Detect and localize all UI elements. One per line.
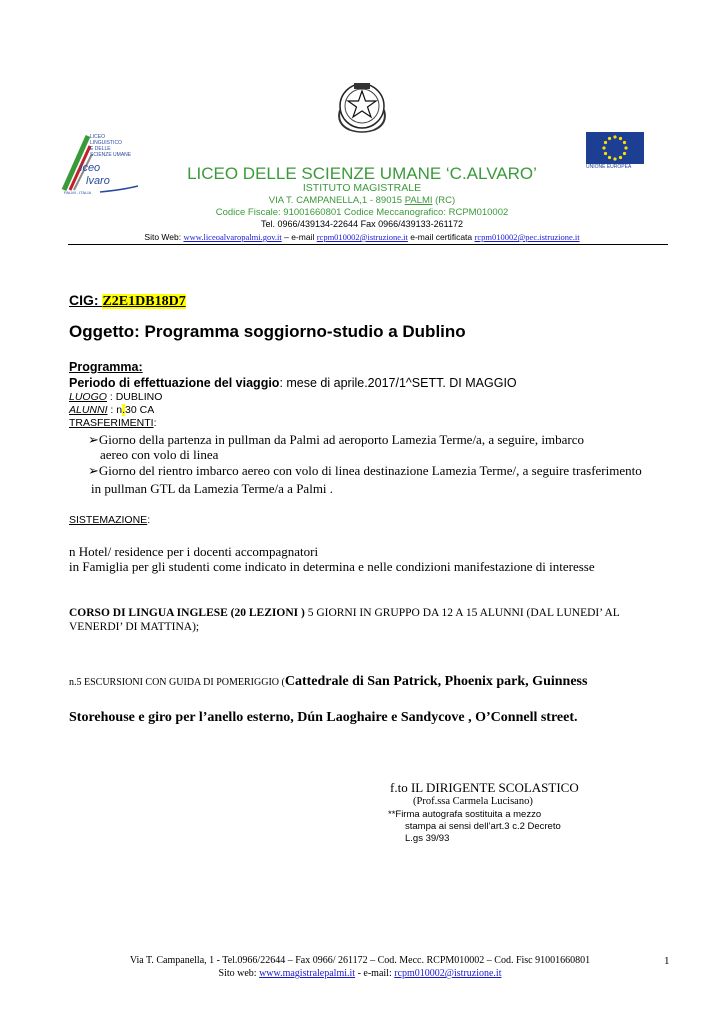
address-city: PALMI [404,195,433,206]
signature-note: **Firma autografa sostituita a mezzo [388,809,542,820]
excursions-line [69,672,587,690]
footer-email-label: - e-mail: [355,968,395,979]
arrow-bullet-icon: ➢ [88,432,99,447]
transfer-item-text: Giorno della partenza in pullman da Palmi ad aeroporto Lamezia Terme/a, a seguire, imbarco [98,432,584,447]
footer-address: Via T. Campanella, 1 - Tel.0966/22644 – Fax 0966/ 261172 – Cod. Mecc. RCPM010002 – Cod. Fisc 91001660801 [129,955,591,966]
students-label: ALUNNI [69,404,108,416]
transfer-item-text: Giorno del rientro imbarco aereo con volo di linea destinazione Lamezia Terme/, a seguire trasferimento [98,463,642,478]
school-web-line [60,232,664,242]
course-line [69,607,620,619]
arrow-bullet-icon: ➢ [88,463,99,478]
excursions-places-continued: Storehouse e giro per l’anello esterno, Dún Laoghaire e Sandycove , O’Connell street. [69,710,578,725]
transfers-line [69,417,157,429]
accommodation-label: SISTEMAZIONE [69,514,148,526]
eu-flag-icon [586,132,644,164]
transfer-item-continued: in pullman GTL da Lamezia Terme/a a Palmi . [91,481,334,496]
logo-line: LINGUISTICO [90,140,122,146]
transfer-item [88,432,584,448]
program-heading: Programma: [69,360,143,374]
pec-label: e-mail certificata [407,232,475,242]
footer-website-link[interactable]: www.magistralepalmi.it [259,968,356,979]
footer-web-label: Sito web: [218,968,260,979]
transfers-label: TRASFERIMENTI [69,417,154,429]
logo-word-alvaro: lvaro [86,175,110,187]
address-province: (RC) [432,195,456,206]
course-details: 5 GIORNI IN GRUPPO DA 12 A 15 ALUNNI (DAL LUNEDI’ AL [304,607,620,619]
transfer-item-continued: aereo con volo di linea [100,447,219,462]
transfers-colon: : [153,417,157,429]
cig-line [69,292,186,310]
subject-heading: Oggetto: Programma soggiorno-studio a Dublino [69,322,466,341]
cig-code: Z2E1DB18D7 [102,294,186,309]
eu-label: UNIONE EUROPEA [586,164,632,170]
school-email-link[interactable]: rcpm010002@istruzione.it [316,232,408,242]
logo-line: SCIENZE UMANE [90,152,132,158]
course-details-continued: VENERDI’ DI MATTINA); [69,621,200,633]
footer-email-link[interactable]: rcpm010002@istruzione.it [394,968,502,979]
logo-line: E DELLE [90,146,111,152]
students-line [69,404,154,416]
students-value-count: 30 CA [125,404,155,416]
accommodation-teachers: n Hotel/ residence per i docenti accompagnatori [69,544,319,559]
web-label: Sito Web: [144,232,184,242]
header-divider [68,244,668,245]
place-value: : DUBLINO [106,391,163,403]
accommodation-heading [69,514,150,526]
period-line [69,376,517,390]
students-value: : n [107,404,123,416]
institute-name: ISTITUTO MAGISTRALE [302,182,422,194]
period-value: : mese di aprile.2017/1^SETT. DI MAGGIO [279,376,517,390]
signature-title: f.to IL DIRIGENTE SCOLASTICO [390,780,579,795]
page-number: 1 [664,955,670,967]
accommodation-colon: : [147,514,151,526]
school-address [120,195,604,206]
logo-word-liceo: iceo [80,162,101,174]
signature-name: (Prof.ssa Carmela Lucisano) [413,796,533,807]
cig-label: CIG: [69,292,103,308]
period-label: Periodo di effettuazione del viaggio [69,376,280,390]
course-title: CORSO DI LINGUA INGLESE (20 LEZIONI ) [69,607,305,619]
address-street: VIA T. CAMPANELLA,1 - 89015 [268,195,405,206]
school-phones: Tel. 0966/439134-22644 Fax 0966/439133-261172 [260,219,463,229]
email-label: – e-mail [281,232,317,242]
italian-republic-emblem [330,80,394,136]
students-value-highlight: . [122,404,126,416]
school-pec-link[interactable]: rcpm010002@pec.istruzione.it [474,232,580,242]
footer-contacts [60,968,660,979]
school-codes: Codice Fiscale: 91001660801 Codice Meccanografico: RCPM010002 [215,207,509,218]
signature-note: L.gs 39/93 [405,833,450,844]
school-name: LICEO DELLE SCIENZE UMANE ‘C.ALVARO’ [187,164,537,183]
logo-line: LICEO [90,134,106,140]
school-website-link[interactable]: www.liceoalvaropalmi.gov.it [183,232,282,242]
place-label: LUOGO [69,391,107,403]
excursions-places: Cattedrale di San Patrick, Phoenix park, Guinness [284,674,588,689]
accommodation-students: in Famiglia per gli studenti come indicato in determina e nelle condizioni manifestazione di interesse [69,559,595,574]
place-line [69,391,162,403]
excursions-intro: n.5 ESCURSIONI CON GUIDA DI POMERIGGIO ( [69,677,285,688]
logo-subtitle: PALMI - ITALIA [64,190,92,195]
signature-note: stampa ai sensi dell’art.3 c.2 Decreto [405,821,561,832]
transfer-item [88,463,642,479]
